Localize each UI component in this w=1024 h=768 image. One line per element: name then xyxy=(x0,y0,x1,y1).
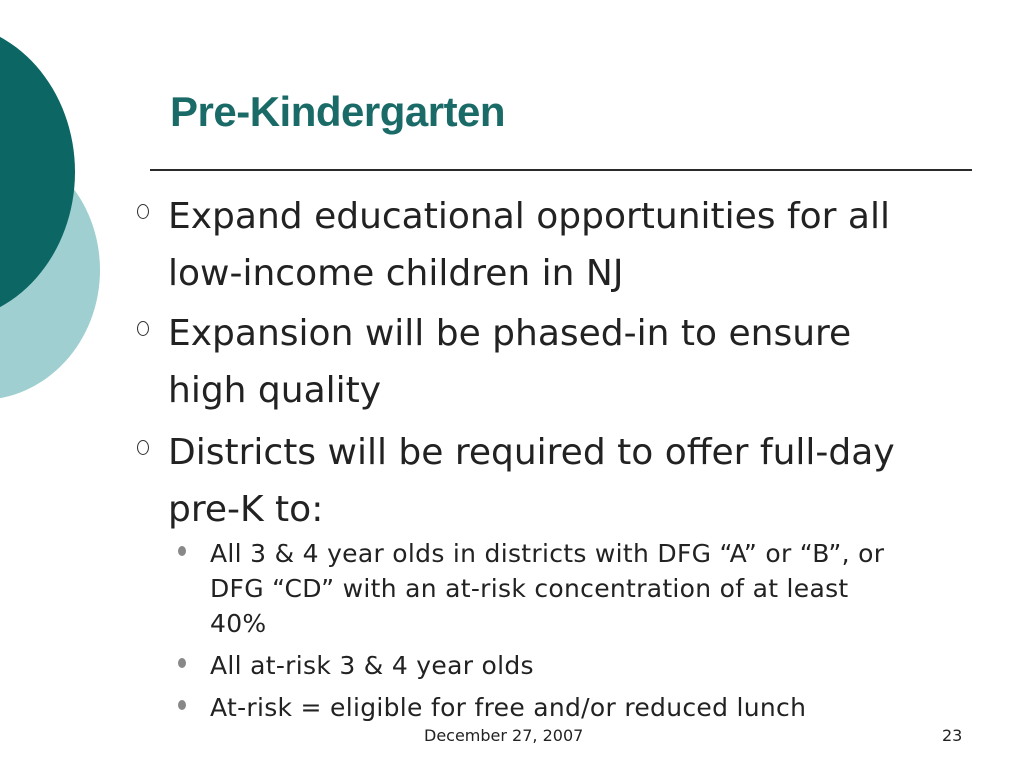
hollow-circle-bullet-icon xyxy=(137,440,149,455)
sub-bullet-text: At-risk = eligible for free and/or reduced lunch xyxy=(210,693,807,722)
bullet-text: Expand educational opportunities for all low-income children in NJ xyxy=(168,196,890,294)
slide-title: Pre-Kindergarten xyxy=(170,88,506,135)
filled-dot-bullet-icon xyxy=(178,700,186,710)
bullet-item xyxy=(168,188,1008,302)
bullet-text: Districts will be required to offer full-day pre-K to: xyxy=(168,432,895,530)
hollow-circle-bullet-icon xyxy=(137,204,149,219)
filled-dot-bullet-icon xyxy=(178,658,186,668)
bullet-item xyxy=(168,305,1008,419)
filled-dot-bullet-icon xyxy=(178,546,186,556)
sub-bullet-item xyxy=(210,690,1010,725)
sub-bullet-text: All 3 & 4 year olds in districts with DFG “A” or “B”, or DFG “CD” with an at-risk concentration of at least 40% xyxy=(210,539,885,638)
bullet-text: Expansion will be phased-in to ensure high quality xyxy=(168,313,852,411)
sub-bullet-item xyxy=(210,536,1010,641)
bullet-item xyxy=(168,424,1008,538)
hollow-circle-bullet-icon xyxy=(137,321,149,336)
sub-bullet-item xyxy=(210,648,1010,683)
footer-date: December 27, 2007 xyxy=(424,726,584,745)
title-divider xyxy=(150,169,972,171)
sub-bullet-text: All at-risk 3 & 4 year olds xyxy=(210,651,534,680)
slide-number: 23 xyxy=(942,726,963,745)
